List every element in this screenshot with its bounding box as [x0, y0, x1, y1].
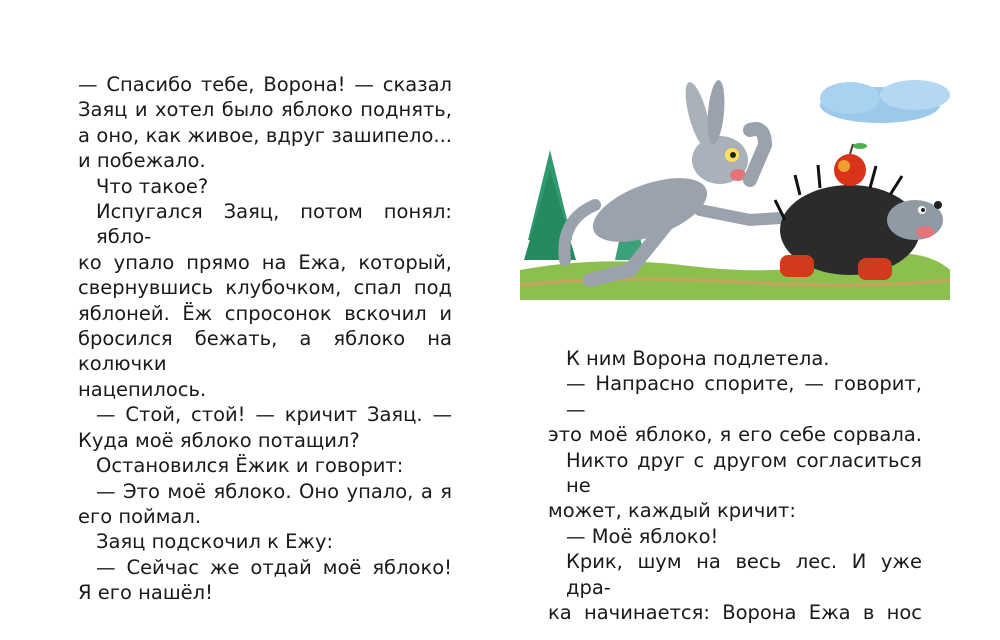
- hare-hedgehog-illustration: [520, 70, 950, 320]
- text-line: может, каждый кричит:: [548, 499, 796, 523]
- text-line: Я его нашёл!: [78, 581, 213, 605]
- text-line: — Напрасно спорите, — говорит, —: [566, 372, 922, 421]
- text-line: — Спасибо тебе, Ворона! — сказал: [78, 73, 452, 96]
- text-line: и побежало.: [78, 149, 206, 173]
- text-line: ко упало прямо на Ежа, который,: [78, 250, 452, 274]
- text-line: яблоней. Ёж спросонок вскочил и: [78, 301, 452, 325]
- left-text-column: [78, 72, 452, 606]
- text-line: нацепилось.: [78, 377, 207, 401]
- text-line: это моё яблоко, я его себе сорвала.: [548, 423, 922, 447]
- cloud-shape: [820, 80, 950, 123]
- boot-shape: [858, 258, 892, 280]
- hare-figure: [564, 79, 780, 280]
- text-line: Заяц и хотел было яблоко поднять,: [78, 98, 452, 122]
- text-line: Остановился Ёжик и говорит:: [96, 454, 404, 478]
- text-line: — Стой, стой! — кричит Заяц. —: [96, 403, 452, 427]
- text-line: его поймал.: [78, 504, 202, 528]
- text-line: ка начинается: Ворона Ежа в нос: [548, 601, 922, 625]
- text-line: бросился бежать, а яблоко на колючки: [78, 327, 452, 376]
- apple-icon: [834, 143, 867, 186]
- boot-shape: [780, 255, 814, 277]
- text-line: а оно, как живое, вдруг зашипело...: [78, 123, 452, 147]
- text-line: Никто друг с другом согласиться не: [566, 448, 922, 498]
- text-line: Крик, шум на весь лес. И уже дра-: [566, 550, 922, 599]
- text-line: Куда моё яблоко потащил?: [78, 428, 360, 452]
- text-line: — Моё яблоко!: [566, 524, 719, 548]
- text-line: — Это моё яблоко. Оно упало, а я: [96, 479, 452, 503]
- right-text-column: [548, 346, 922, 625]
- text-line: Что такое?: [96, 174, 209, 198]
- text-line: Испугался Заяц, потом понял: ябло-: [96, 200, 452, 249]
- text-line: К ним Ворона подлетела.: [566, 347, 830, 370]
- text-line: — Сейчас же отдай моё яблоко!: [96, 555, 452, 579]
- text-line: Заяц подскочил к Ежу:: [96, 530, 334, 554]
- text-line: свернувшись клубочком, спал под: [78, 276, 452, 300]
